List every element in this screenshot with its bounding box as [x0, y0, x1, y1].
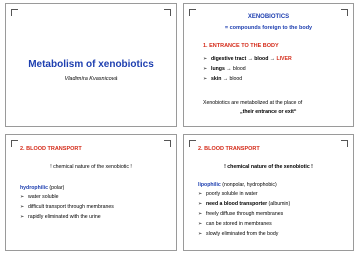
arrow-bullet-icon: ➢: [20, 214, 25, 220]
section-heading: 2. BLOOD TRANSPORT: [20, 146, 82, 152]
arrow-bullet-icon: ➢: [198, 211, 203, 217]
corner-mark: [11, 140, 18, 147]
list-item: ➢ rapidly eliminated with the urine: [20, 214, 101, 220]
corner-mark: [164, 9, 171, 16]
list-item: ➢ can be stored in membranes: [198, 221, 272, 227]
section-heading: 1. ENTRANCE TO THE BODY: [203, 43, 279, 49]
list-item: ➢ skin → blood: [203, 76, 243, 82]
slide-heading: XENOBIOTICS: [247, 14, 290, 20]
definition: = compounds foreign to the body: [224, 25, 313, 31]
corner-mark: [164, 140, 171, 147]
slide-xenobiotics: [183, 3, 354, 127]
arrow-bullet-icon: ➢: [20, 204, 25, 210]
corner-mark: [189, 140, 196, 147]
list-item: ➢ difficult transport through membranes: [20, 204, 114, 210]
corner-mark: [341, 140, 348, 147]
list-item: ➢ water soluble: [20, 194, 59, 200]
section-heading: 2. BLOOD TRANSPORT: [198, 146, 260, 152]
list-item: ➢ slowly eliminated from the body: [198, 231, 279, 237]
metabolism-note-line2: „their entrance or exit“: [240, 109, 297, 115]
arrow-bullet-icon: ➢: [203, 56, 208, 62]
list-item: ➢ poorly soluble in water: [198, 191, 258, 197]
list-item: ➢ lungs → blood: [203, 66, 246, 72]
property-list: [198, 189, 290, 239]
presentation-title: Metabolism of xenobiotics: [28, 59, 154, 70]
arrow-bullet-icon: ➢: [20, 194, 25, 200]
type-label: hydrophilic (polar): [20, 185, 65, 191]
type-label: lipophilic (nonpolar, hydrophobic): [198, 182, 277, 188]
arrow-bullet-icon: ➢: [198, 201, 203, 207]
slide-title: [5, 3, 177, 127]
list-item: ➢ need a blood transporter (albumin): [198, 201, 291, 207]
chemical-nature-note: ! chemical nature of the xenobiotic !: [50, 164, 132, 170]
arrow-bullet-icon: ➢: [198, 191, 203, 197]
arrow-bullet-icon: ➢: [203, 66, 208, 72]
corner-mark: [11, 9, 18, 16]
metabolism-note-line1: Xenobiotics are metabolized at the place of: [203, 100, 303, 106]
chemical-nature-note: ! chemical nature of the xenobiotic !: [224, 164, 313, 170]
entry-route-list: [203, 54, 292, 84]
list-item: ➢ digestive tract → blood → LIVER: [203, 56, 292, 62]
arrow-bullet-icon: ➢: [198, 221, 203, 227]
slide-blood-transport-lipophilic: [183, 134, 354, 251]
list-item: ➢ freely diffuse through membranes: [198, 211, 284, 217]
slide-blood-transport-hydrophilic: [5, 134, 177, 251]
arrow-bullet-icon: ➢: [198, 231, 203, 237]
arrow-bullet-icon: ➢: [203, 76, 208, 82]
property-list: [20, 192, 114, 222]
author-name: Vladimíra Kvasnicová: [64, 76, 118, 82]
